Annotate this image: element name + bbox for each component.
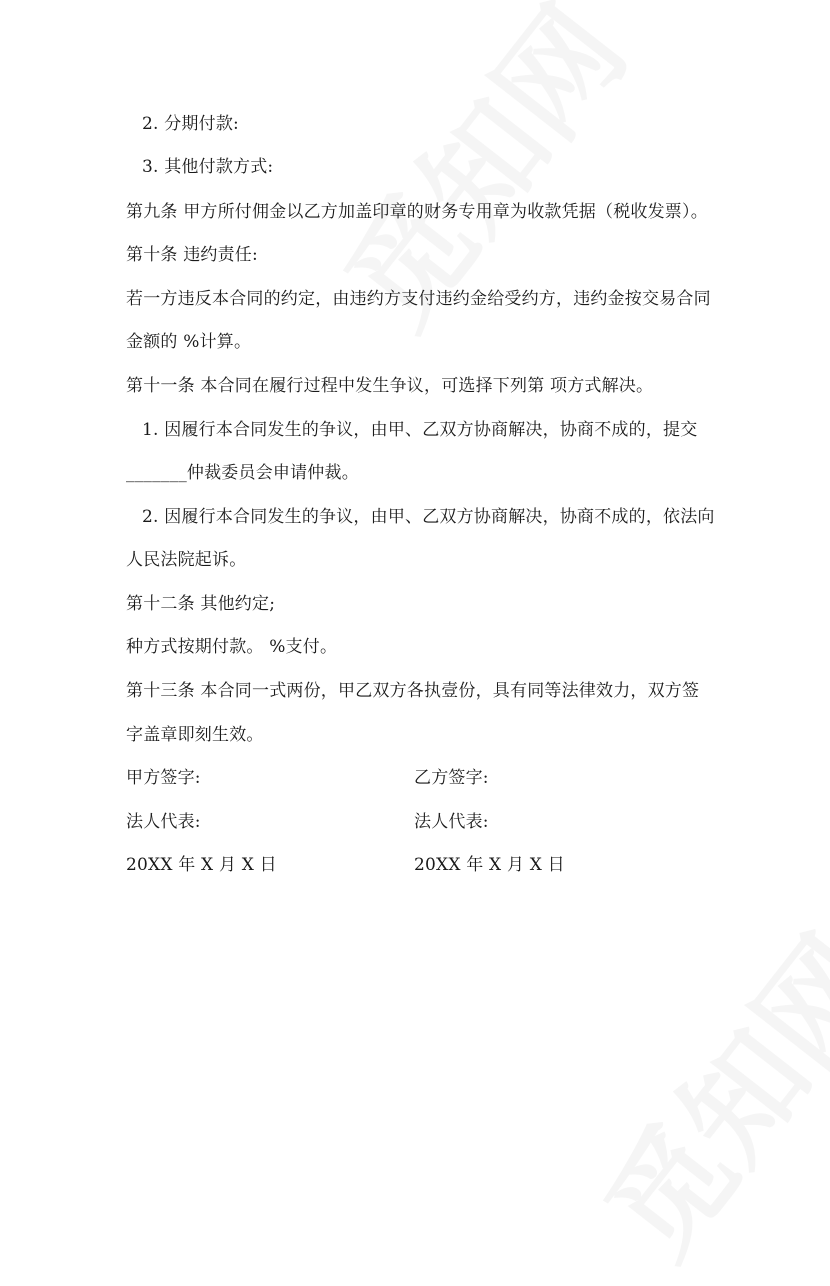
clause-line: 2. 因履行本合同发生的争议，由甲、乙双方协商解决，协商不成的，依法向 <box>142 507 715 527</box>
party-b-date: 20XX 年 X 月 X 日 <box>414 855 565 875</box>
clause-line: 若一方违反本合同的约定，由违约方支付违约金给受约方，违约金按交易合同 <box>126 289 711 309</box>
watermark <box>560 896 830 1286</box>
clause-line: 字盖章即刻生效。 <box>126 725 264 745</box>
clause-line: 2. 分期付款: <box>142 114 239 134</box>
clause-line: 1. 因履行本合同发生的争议，由甲、乙双方协商解决，协商不成的，提交 <box>142 420 698 440</box>
party-a-signature-label: 甲方签字: <box>126 768 201 788</box>
article-12: 第十二条 其他约定; <box>126 594 276 614</box>
party-a-date: 20XX 年 X 月 X 日 <box>126 855 277 875</box>
party-b-representative-label: 法人代表: <box>414 812 489 832</box>
article-9: 第九条 甲方所付佣金以乙方加盖印章的财务专用章为收款凭据（税收发票）。 <box>126 202 708 222</box>
clause-line: 3. 其他付款方式: <box>142 157 274 177</box>
clause-line: 种方式按期付款。 %支付。 <box>126 637 338 657</box>
clause-line: 人民法院起诉。 <box>126 550 247 570</box>
clause-line: 金额的 %计算。 <box>126 332 252 352</box>
clause-line: _______仲裁委员会申请仲裁。 <box>126 463 359 483</box>
party-a-representative-label: 法人代表: <box>126 812 201 832</box>
article-13: 第十三条 本合同一式两份，甲乙双方各执壹份，具有同等法律效力，双方签 <box>126 681 700 701</box>
party-b-signature-label: 乙方签字: <box>414 768 489 788</box>
article-11: 第十一条 本合同在履行过程中发生争议，可选择下列第 项方式解决。 <box>126 376 654 396</box>
article-10-heading: 第十条 违约责任: <box>126 245 258 265</box>
